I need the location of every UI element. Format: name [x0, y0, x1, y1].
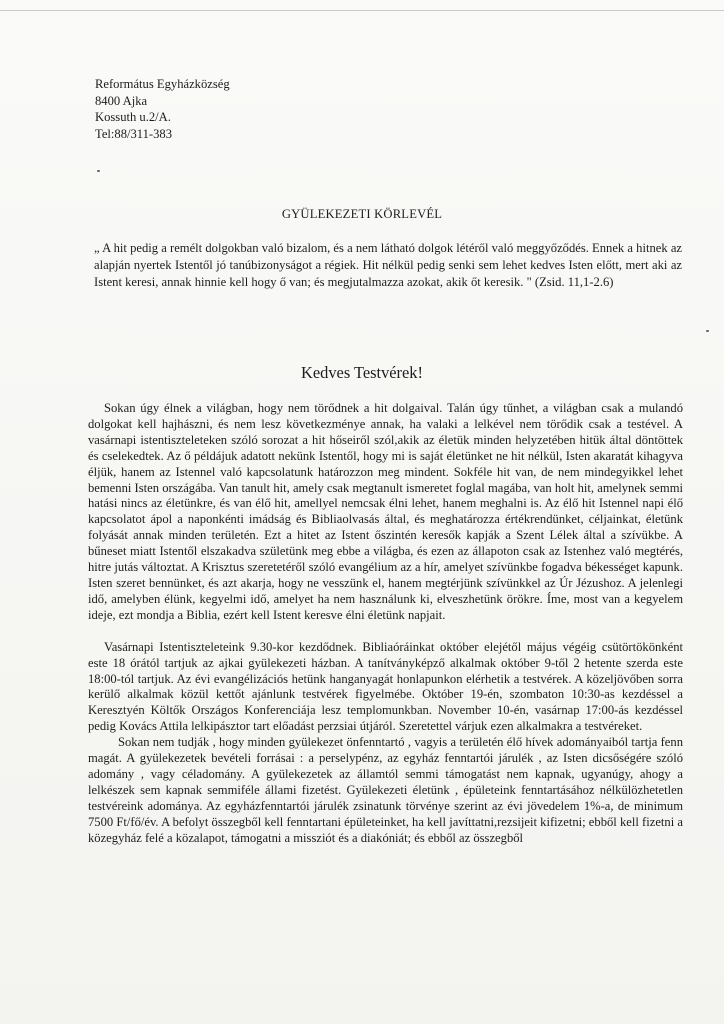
letterhead-organization: Református Egyházközség — [95, 77, 230, 91]
body-paragraph: Vasárnapi Istentiszteleteink 9.30-kor kezdődnek. Bibliaóráinkat október elejétől május végéig csütörtökönként este 18 órától tartjuk az ajkai gyülekezeti házban. A tanítványképző alkalmak október 9-től 2 hetente szerda este 18:00-tól tartjuk. Az évi evangélizációs hetünk hanganyagát honlapunkon elérhetik a testvérek. A közeljövőben sorra kerülő alkalmak közül kettőt ajánlunk testvérek figyelmébe. Október 19-én, szombaton 10:30-as kezdéssel a Keresztyén Költők Országos Konferenciája lesz templomunkban. November 10-én, vasárnap 17:00-ás kezdéssel pedig Kovács Attila lelkipásztor tart előadást perzsiai útjáról. Szeretettel várjuk ezen alkalmakra a testvéreket. — [88, 639, 683, 734]
scan-speck — [97, 170, 100, 172]
greeting: Kedves Testvérek! — [301, 363, 423, 382]
letterhead-city: 8400 Ajka — [95, 93, 148, 108]
letter-body — [88, 401, 683, 846]
letterhead-phone: Tel:88/311-383 — [95, 126, 173, 141]
bible-quote: „ A hit pedig a remélt dolgokban való bizalom, és a nem látható dolgok létéről való meggyőződés. Ennek a hitnek az alapján nyertek Istentől jó tanúbizonyságot a régiek. Hit nélkül pedig senki sem lehet kedves Isten előtt, mert aki az Istent keresi, annak hinnie kell hogy ő van; és megjutalmazza azokat, akik őt keresik. " (Zsid. 11,1-2.6) — [94, 241, 682, 289]
body-paragraph: Sokan nem tudják , hogy minden gyülekezet önfenntartó , vagyis a területén élő hívek adományaiból tartja fenn magát. A gyülekezetek bevételi forrásai : a perselypénz, az egyház fenntartói járulék , az Isten dicsőségére szóló adomány , vagy céladomány. A gyülekezetek az államtól semmi támogatást nem kapnak, ugyanúgy, ahogy a lelkészek sem kapnak semmiféle állami fizetést. Gyülekezeti életünk , épületeink fenntartásához nélkülözhetetlen testvéreink adománya. Az egyházfenntartói járulék zsinatunk törvénye szerint az évi jövedelem 1%-a, de minimum 7500 Ft/fő/év. A befolyt összegből kell fenntartani épületeinket, ha kell javíttatni,rezsijeit kifizetni; ebből kell fizetni a közegyház felé a közalapot, támogatni a missziót és a diakóniát; és ebből az összegből — [88, 735, 683, 845]
letterhead-street: Kossuth u.2/A. — [95, 110, 171, 124]
letterhead — [95, 76, 230, 142]
page-edge-line — [0, 10, 724, 11]
scan-speck — [706, 330, 709, 332]
circular-title: GYÜLEKEZETI KÖRLEVÉL — [281, 207, 443, 221]
body-paragraph: Sokan úgy élnek a világban, hogy nem törődnek a hit dolgaival. Talán úgy tűnhet, a világban csak a mulandó dolgokat kell hajhászni, és nem lesz következménye annak, ha valaki a lelkével nem törődik csak a testével. A vasárnapi istentiszteleteken szóló sorozat a hit hőseiről szól,akik az életük minden helyzetében hitük által döntöttek és cselekedtek. Az ő példájuk adatott nekünk Istentől, hogy mi is saját életünket ne hit nélkül, Isten akaratát kihagyva éljük, hanem az Istennel való kapcsolatunk határozzon meg mindent. Sokféle hit van, de nem mindegyikkel lehet bemenni Isten országába. Van tanult hit, amely csak megtanult ismeretet foglal magába, van holt hit, amelynek semmi hatási nincs az életünkre, és van élő hit, amellyel nemcsak élni lehet, hanem meghalni is. Az élő hit Istennel napi élő kapcsolatot ápol a naponkénti imádság és Bibliaolvasás által, és meghatározza értékrendünket, céljainkat, életünk folyását annak minden területén. Ezt a hitet az Istent őszintén keresők kapják a Szent Lélek által a szívükbe. A bűneset miatt Istentől elszakadva születünk meg ebbe a világba, és ezen az állapoton csak az Istenhez való megtérés, hitre jutás változtat. A Krisztus szeretetéről szóló evangélium az a hír, amelyet szívünkbe fogadva békességet kapunk. Isten szeret bennünket, és azt akarja, hogy ne vesszünk el, hanem megtérjünk szívünkkel az Úr Jézushoz. A jelenlegi idő, amelyben élünk, kegyelmi idő, amelyet ha nem használunk ki, elveszhetünk örökre. Íme, most van a kegyelem ideje, ezt mondja a Biblia, ezért kell Istent keresve élni életünk napjait. — [88, 401, 683, 622]
